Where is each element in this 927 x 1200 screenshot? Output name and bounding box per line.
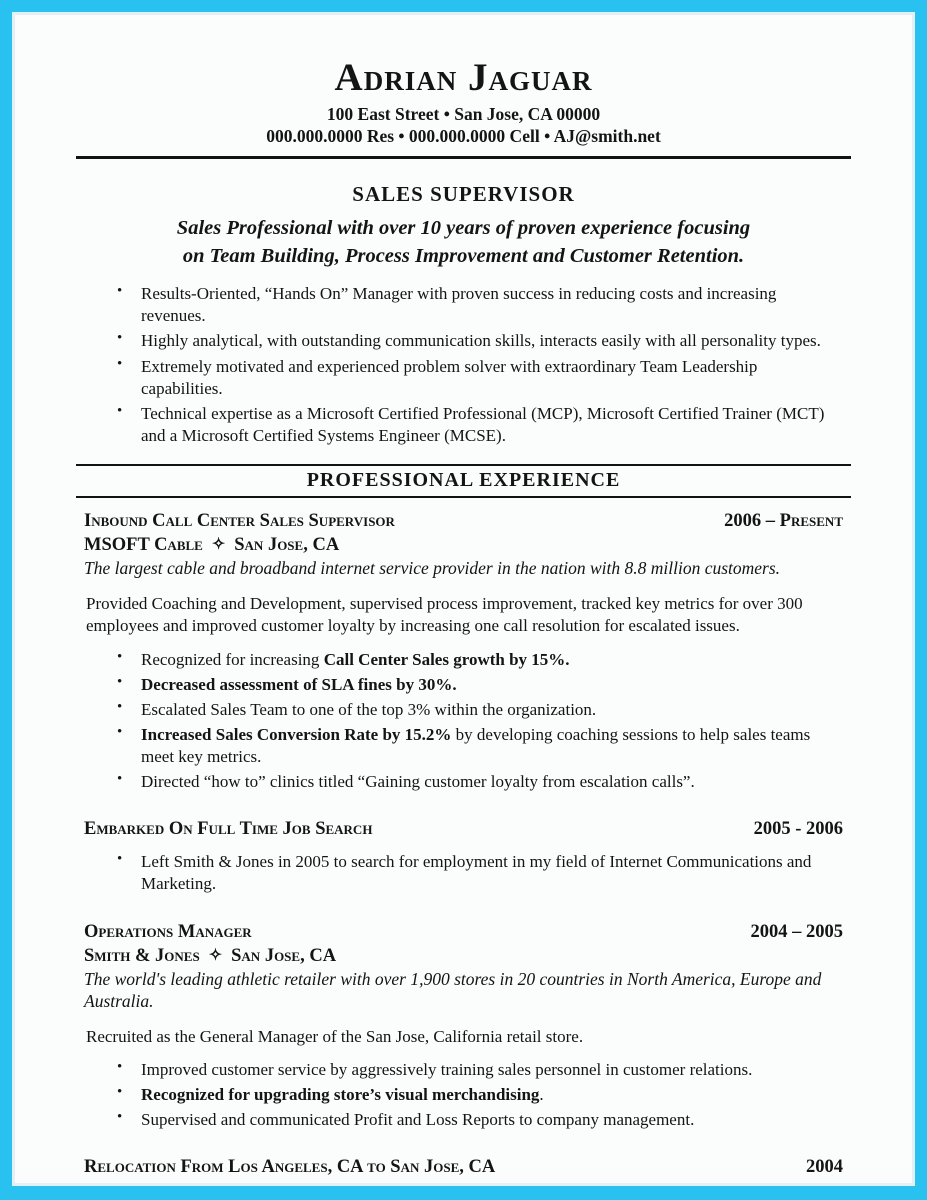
bullet-icon: • [117,330,123,347]
bullet-item [84,330,843,352]
resume-content [12,12,915,1200]
bullet-icon: • [117,648,123,665]
diamond-icon: ✧ [208,946,223,964]
bullet-item [84,356,843,400]
job-title: Relocation From Los Angeles, CA to San Jose, CA [84,1157,496,1178]
bullet-item [84,403,843,447]
job-head [84,1157,843,1178]
bullet-text: Escalated Sales Team to one of the top 3% within the organization. [141,699,597,719]
bullet-item [84,724,843,768]
job-intro: Recruited as the General Manager of the San Jose, California retail store. [86,1026,584,1046]
section-title-professional-experience: PROFESSIONAL EXPERIENCE [76,464,851,498]
bullet-item [84,1109,843,1131]
bullet-text: Recognized for increasing [141,649,324,669]
bullet-text: Improved customer service by aggressively training sales personnel in customer relations. [141,1059,753,1079]
job-company-line [84,535,843,556]
job-head [84,511,843,532]
job-intro: Provided Coaching and Development, supervised process improvement, tracked key metrics for over 300 employees and improved customer loyalty by increasing one call resolution for escalated issues. [86,594,803,636]
bullet-icon: • [117,1083,123,1100]
bullet-text: Extremely motivated and experienced problem solver with extraordinary Team Leadership capabilities. [141,356,758,398]
address-line: 100 East Street • San Jose, CA 00000 [326,103,601,124]
bullet-text: Call Center Sales growth by 15%. [323,649,570,669]
bullet-text: Recognized for upgrading store’s visual merchandising [141,1084,540,1104]
header-divider [76,156,851,159]
bullet-item [84,1189,843,1200]
summary-line-1: Sales Professional with over 10 years of proven experience focusing [176,216,751,239]
bullet-text: Technical expertise as a Microsoft Certified Professional (MCP), Microsoft Certified Trainer (MCT) and a Microsoft Certified Systems Engineer (MCSE). [141,403,825,445]
bullet-item [84,771,843,793]
job-head [84,819,843,840]
bullet-item [84,699,843,721]
job-dates: 2004 [806,1157,843,1178]
bullet-icon: • [117,283,123,300]
bullet-text: Directed “how to” clinics titled “Gaining customer loyalty from escalation calls”. [141,771,695,791]
bullet-text: . [539,1084,544,1104]
job-entry-job-search [84,819,843,895]
bullet-text: Increased Sales Conversion Rate by 15.2% [141,724,452,744]
bullet-icon: • [117,355,123,372]
summary-line-2: on Team Building, Process Improvement and Customer Retention. [182,244,745,267]
job-title: Operations Manager [84,921,252,942]
job-bullets-list [84,1059,843,1131]
job-company-line [84,946,843,967]
company-name: Smith & Jones [84,945,200,966]
bullet-item [84,1084,843,1106]
bullet-text: by developing coaching sessions to help sales teams meet key metrics. [141,724,811,766]
bullet-icon: • [117,851,123,868]
bullet-icon: • [117,1189,123,1200]
bullet-icon: • [117,770,123,787]
job-dates: 2005 - 2006 [753,819,843,840]
company-location: San Jose, CA [234,535,340,556]
bullet-icon: • [117,1058,123,1075]
job-entry-smith-jones [84,922,843,1132]
job-bullets-list [84,649,843,794]
job-entry-relocation [84,1157,843,1200]
bullet-text: Results-Oriented, “Hands On” Manager with proven success in reducing costs and increasing revenues. [141,284,777,326]
profile-highlights-list [84,283,843,447]
diamond-icon: ✧ [211,536,226,554]
profile-summary [84,214,843,271]
bullet-item [84,851,843,895]
bullet-text: Supervised and communicated Profit and Loss Reports to company management. [141,1110,695,1130]
job-dates: 2004 – 2005 [750,921,843,942]
job-title: Embarked On Full Time Job Search [84,819,373,840]
bullet-item [84,649,843,671]
company-location: San Jose, CA [231,945,337,966]
company-description: The largest cable and broadband internet service provider in the nation with 8.8 million customers. [84,558,781,579]
bullet-icon: • [117,402,123,419]
bullet-text: Relocated family to San Jose in 2004 after a large layoff at Big Company in late 2003. [141,1190,729,1200]
bullet-icon: • [117,723,123,740]
resume-title: SALES SUPERVISOR [352,181,575,206]
company-name: MSOFT Cable [84,535,203,556]
job-entry-msoft-cable [84,511,843,793]
bullet-text: Decreased assessment of SLA fines by 30%. [141,674,457,694]
job-bullets-list [84,1189,843,1200]
contact-line: 000.000.0000 Res • 000.000.0000 Cell • AJ@smith.net [266,125,661,146]
bullet-icon: • [117,698,123,715]
job-dates: 2006 – Present [724,510,843,531]
bullet-item [84,1059,843,1081]
job-bullets-list [84,851,843,895]
bullet-item [84,283,843,327]
job-head [84,922,843,943]
person-name: Adrian Jaguar [334,56,593,99]
bullet-text: Left Smith & Jones in 2005 to search for employment in my field of Internet Communications and Marketing. [141,852,812,894]
job-title: Inbound Call Center Sales Supervisor [84,510,395,531]
company-description: The world's leading athletic retailer with over 1,900 stores in 20 countries in North America, Europe and Australia. [84,969,822,1011]
bullet-icon: • [117,1109,123,1126]
bullet-item [84,674,843,696]
bullet-text: Highly analytical, with outstanding communication skills, interacts easily with all personality types. [141,331,821,351]
bullet-icon: • [117,673,123,690]
